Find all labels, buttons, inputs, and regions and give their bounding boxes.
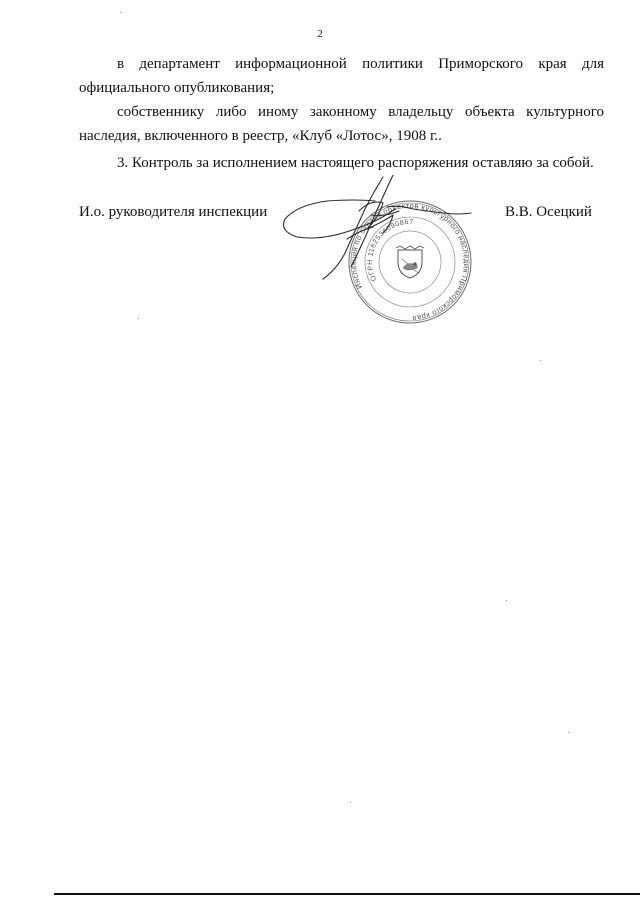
paragraph-recipient-owner-cont: наследия, включенного в реестр, «Клуб «Лотос», 1908 г.. (79, 128, 442, 144)
scan-speck (506, 600, 507, 601)
handwritten-signature (275, 175, 485, 285)
seal-ogrn-text: ОГРН 1162536090867 (366, 218, 414, 282)
scan-speck (350, 802, 351, 803)
paragraph-recipient-department-cont: официального опубликования; (79, 80, 275, 96)
seal-outer-text: Инспекция по охране объектов культурного наследия Приморского края (348, 200, 472, 323)
scan-speck (568, 732, 569, 733)
signatory-name: В.В. Осецкий (505, 204, 592, 220)
scan-speck (120, 12, 121, 13)
scan-speck (138, 318, 139, 319)
paragraph-recipient-owner: собственнику либо иному законному владельцу объекта культурного (117, 104, 604, 120)
scan-speck (540, 360, 541, 361)
paragraph-control-clause: 3. Контроль за исполнением настоящего распоряжения оставляю за собой. (117, 155, 594, 171)
paragraph-recipient-department: в департамент информационной политики Приморского края для (117, 56, 604, 72)
scan-bottom-edge (54, 893, 640, 895)
signatory-title: И.о. руководителя инспекции (79, 204, 268, 220)
page-number: 2 (317, 28, 323, 40)
